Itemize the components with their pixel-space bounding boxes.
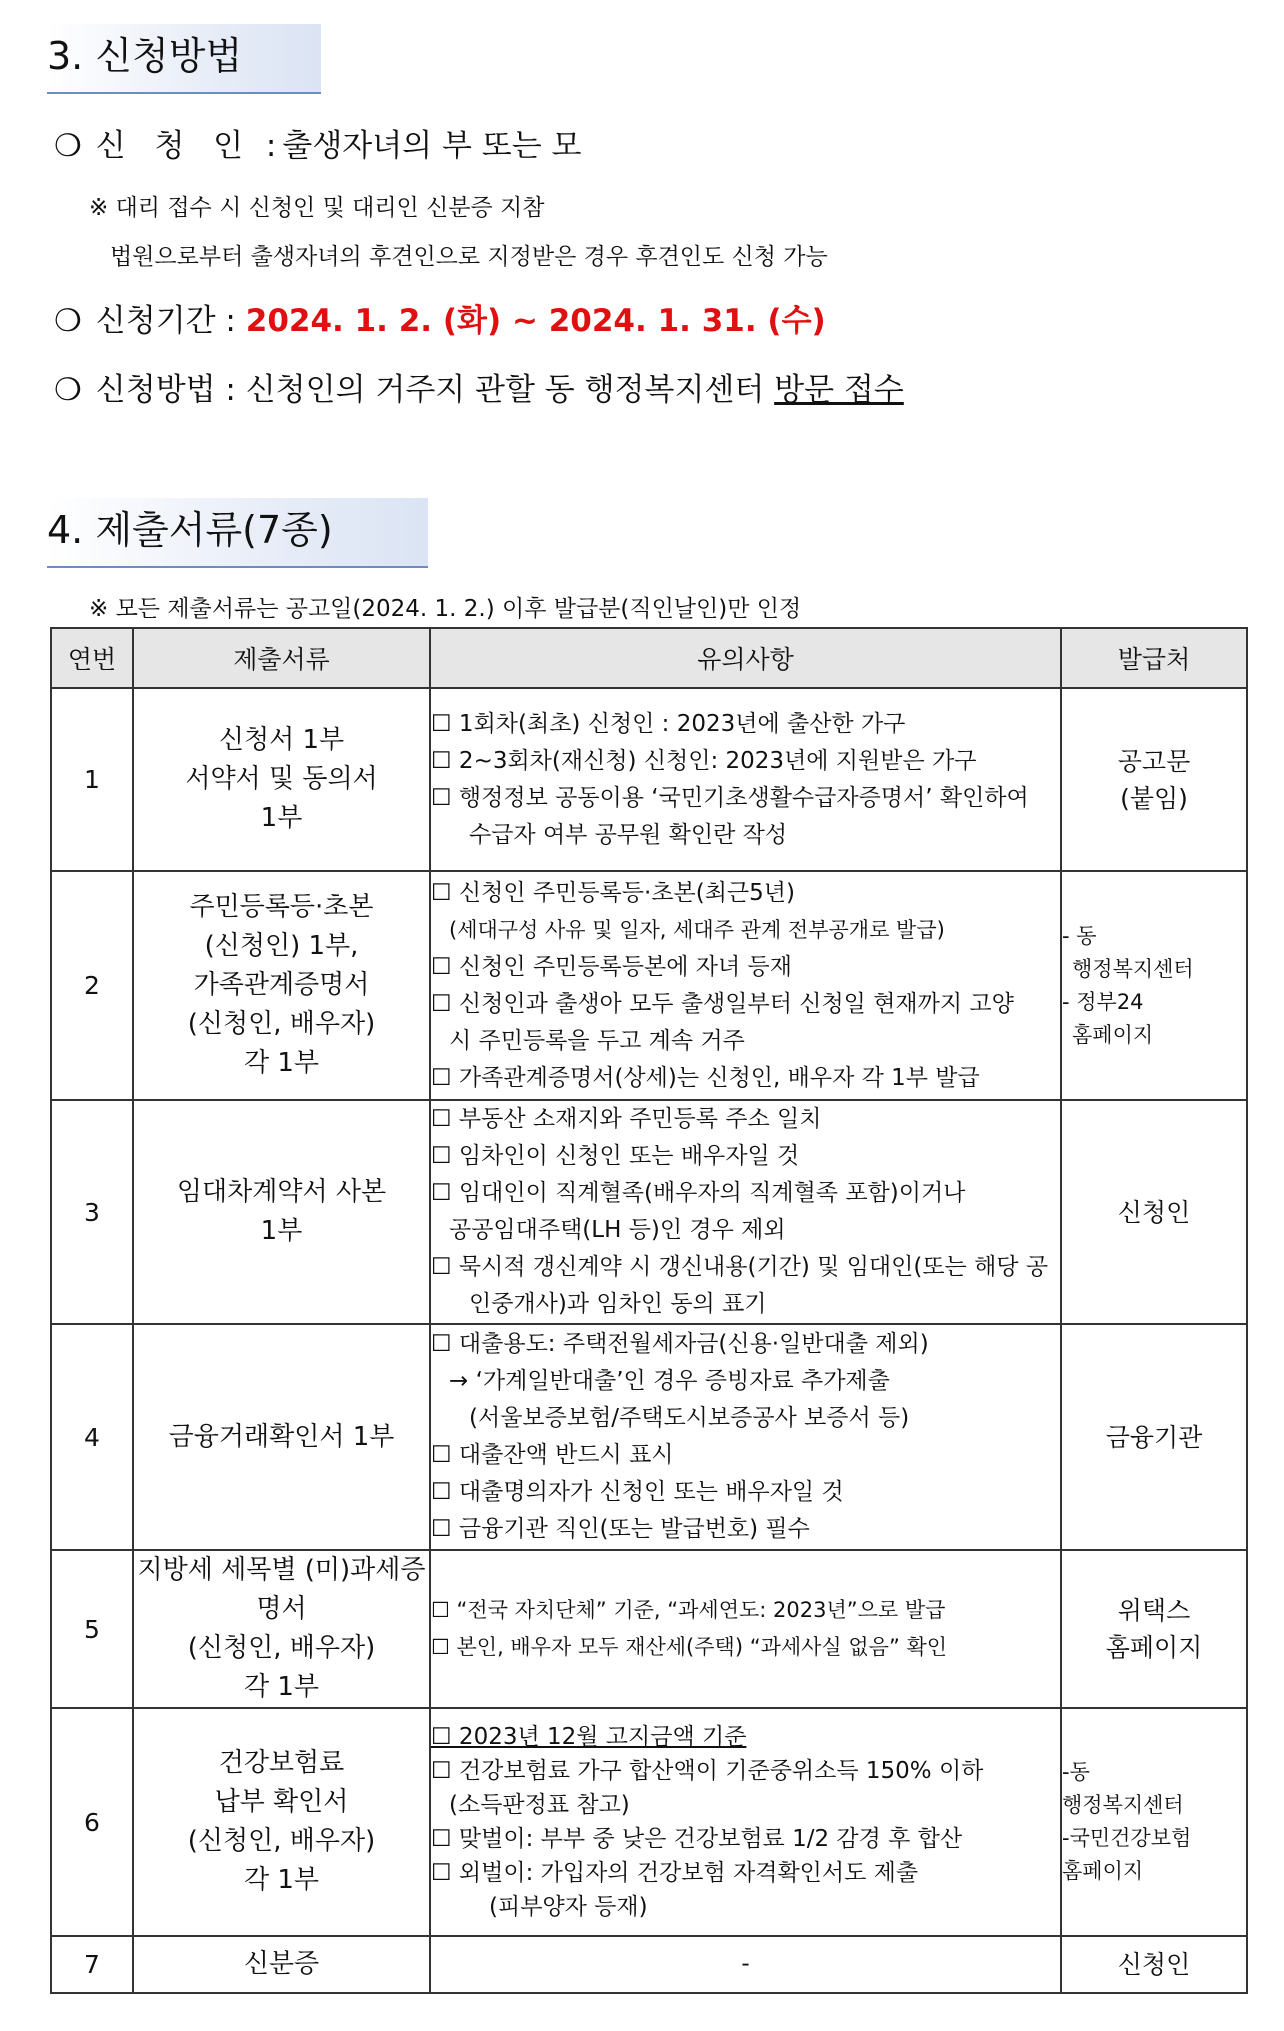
method-label: 신청방법 : 신청인의 거주지 관할 동 행정복지센터 xyxy=(95,372,765,408)
document-line: 각 1부 xyxy=(243,1048,320,1078)
row-number: 1 xyxy=(51,688,133,871)
notes-cell xyxy=(430,1324,1061,1550)
note-line: (피부양자 등재) xyxy=(489,1894,648,1920)
note-line: ☐ 묵시적 갱신계약 시 갱신내용(기간) 및 임대인(또는 해당 공 xyxy=(431,1254,1049,1280)
issuer-line: (붙임) xyxy=(1120,783,1188,813)
issuer-cell xyxy=(1061,1100,1247,1324)
header-no: 연번 xyxy=(51,628,133,688)
row-number: 6 xyxy=(51,1708,133,1936)
document-line: 신분증 xyxy=(243,1949,320,1979)
note-line: → ‘가계일반대출’인 경우 증빙자료 추가제출 xyxy=(449,1368,890,1394)
note-line: ☐ 본인, 배우자 모두 재산세(주택) “과세사실 없음” 확인 xyxy=(431,1635,948,1659)
issuer-cell xyxy=(1061,1550,1247,1708)
note-line: 공공임대주택(LH 등)인 경우 제외 xyxy=(449,1217,786,1243)
section-3-title: 3. 신청방법 xyxy=(47,34,243,78)
table-row xyxy=(51,1936,1247,1993)
row-number: 3 xyxy=(51,1100,133,1324)
documents-table xyxy=(50,627,1248,1994)
note-line: ☐ 2023년 12월 고지금액 기준 xyxy=(431,1724,747,1750)
note-line: 인중개사)과 임차인 동의 표기 xyxy=(469,1291,767,1317)
document-line: (신청인, 배우자) xyxy=(187,1826,376,1856)
note-line: ☐ 외벌이: 가입자의 건강보험 자격확인서도 제출 xyxy=(431,1860,919,1886)
issuer-line: 금융기관 xyxy=(1105,1422,1203,1452)
issuer-line: - 동 xyxy=(1062,923,1097,948)
note-line: ☐ 신청인 주민등록등본에 자녀 등재 xyxy=(431,953,792,980)
document-line: 서약서 및 동의서 xyxy=(185,764,378,794)
document-line: 건강보험료 xyxy=(218,1748,345,1778)
note-line: ☐ 임차인이 신청인 또는 배우자일 것 xyxy=(431,1143,800,1169)
document-line: 가족관계증명서 xyxy=(193,970,370,1000)
proxy-note: ※ 대리 접수 시 신청인 및 대리인 신분증 지참 xyxy=(89,195,545,221)
header-notes: 유의사항 xyxy=(430,628,1061,688)
period-value: 2024. 1. 2. (화) ~ 2024. 1. 31. (수) xyxy=(245,303,826,339)
document-line: 납부 확인서 xyxy=(214,1787,349,1817)
note-line: ☐ 2~3회차(재신청) 신청인: 2023년에 지원받은 가구 xyxy=(431,747,977,774)
note-line: 시 주민등록을 두고 계속 거주 xyxy=(449,1027,745,1054)
issuer-cell xyxy=(1061,1708,1247,1936)
document-line: 각 1부 xyxy=(243,1672,320,1702)
note-line: - xyxy=(741,1951,750,1977)
document-line: 1부 xyxy=(260,803,303,833)
issuer-line: 홈페이지 xyxy=(1062,1859,1144,1883)
notes-cell xyxy=(430,871,1061,1100)
row-number: 4 xyxy=(51,1324,133,1550)
issuer-cell xyxy=(1061,688,1247,871)
note-line: (세대구성 사유 및 일자, 세대주 관계 전부공개로 발급) xyxy=(449,917,945,942)
issuer-cell xyxy=(1061,1936,1247,1993)
document-line: (신청인) 1부, xyxy=(204,931,359,961)
note-line: ☐ 맞벌이: 부부 중 낮은 건강보험료 1/2 감경 후 합산 xyxy=(431,1826,963,1852)
issuer-line: 신청인 xyxy=(1117,1197,1191,1227)
notes-cell xyxy=(430,688,1061,871)
issuer-line: 공고문 xyxy=(1117,746,1191,776)
header-issuer: 발급처 xyxy=(1061,628,1247,688)
document-line: 각 1부 xyxy=(243,1865,320,1895)
note-line: ☐ 신청인과 출생아 모두 출생일부터 신청일 현재까지 고양 xyxy=(431,990,1014,1017)
document-line: 임대차계약서 사본 xyxy=(176,1177,387,1207)
period-label: 신청기간 : xyxy=(95,303,236,339)
note-line: ☐ 부동산 소재지와 주민등록 주소 일치 xyxy=(431,1106,822,1132)
bullet-circle-icon: ❍ xyxy=(54,372,82,408)
document-name xyxy=(133,1324,430,1550)
issuer-line: 홈페이지 xyxy=(1105,1633,1203,1662)
table-row xyxy=(51,871,1247,1100)
note-line: ☐ 대출명의자가 신청인 또는 배우자일 것 xyxy=(431,1479,844,1505)
header-document: 제출서류 xyxy=(133,628,430,688)
issuer-line: 홈페이지 xyxy=(1072,1022,1154,1047)
note-line: ☐ 행정정보 공동이용 ‘국민기초생활수급자증명서’ 확인하여 xyxy=(431,784,1029,811)
note-line: ☐ 가족관계증명서(상세)는 신청인, 배우자 각 1부 발급 xyxy=(431,1064,980,1091)
issuer-cell xyxy=(1061,871,1247,1100)
table-row xyxy=(51,1708,1247,1936)
document-name xyxy=(133,1708,430,1936)
note-line: ☐ 1회차(최초) 신청인 : 2023년에 출산한 가구 xyxy=(431,710,906,737)
issuer-line: 신청인 xyxy=(1117,1950,1191,1979)
document-line: 1부 xyxy=(260,1216,303,1246)
table-row xyxy=(51,1100,1247,1324)
notes-cell xyxy=(430,1100,1061,1324)
row-number: 2 xyxy=(51,871,133,1100)
issuer-line: - 정부24 xyxy=(1062,989,1144,1014)
document-name xyxy=(133,1550,430,1708)
note-line: ☐ 대출용도: 주택전월세자금(신용·일반대출 제외) xyxy=(431,1331,929,1357)
method-line xyxy=(54,364,904,409)
document-line: 지방세 세목별 (미)과세증 xyxy=(137,1555,426,1585)
table-row xyxy=(51,688,1247,871)
document-name xyxy=(133,1100,430,1324)
table-header-row xyxy=(51,628,1247,688)
issuer-line: 위택스 xyxy=(1117,1596,1191,1625)
issuer-line: 행정복지센터 xyxy=(1062,1793,1184,1817)
note-line: ☐ 금융기관 직인(또는 발급번호) 필수 xyxy=(431,1516,810,1542)
issuer-line: 행정복지센터 xyxy=(1072,956,1194,981)
issuer-cell xyxy=(1061,1324,1247,1550)
section-4-title: 4. 제출서류(7종) xyxy=(47,508,333,552)
note-line: 수급자 여부 공무원 확인란 작성 xyxy=(469,821,788,848)
document-line: (신청인, 배우자) xyxy=(187,1009,376,1039)
note-line: ☐ 대출잔액 반드시 표시 xyxy=(431,1442,674,1468)
documents-note: ※ 모든 제출서류는 공고일(2024. 1. 2.) 이후 발급분(직인날인)만 인정 xyxy=(89,596,802,622)
note-line: (서울보증보험/주택도시보증공사 보증서 등) xyxy=(469,1405,910,1431)
document-line: 금융거래확인서 1부 xyxy=(168,1421,395,1452)
note-line: ☐ 임대인이 직계혈족(배우자의 직계혈족 포함)이거나 xyxy=(431,1180,966,1206)
document-line: (신청인, 배우자) xyxy=(187,1633,376,1663)
row-number: 5 xyxy=(51,1550,133,1708)
document-name xyxy=(133,1936,430,1993)
bullet-circle-icon: ❍ xyxy=(54,128,82,164)
applicant-sep: : xyxy=(265,128,277,164)
section-3-heading xyxy=(47,24,321,94)
issuer-line: -동 xyxy=(1062,1760,1090,1784)
document-line: 신청서 1부 xyxy=(218,725,345,755)
guardian-note: 법원으로부터 출생자녀의 후견인으로 지정받은 경우 후견인도 신청 가능 xyxy=(110,244,828,270)
bullet-circle-icon: ❍ xyxy=(54,303,82,339)
document-line: 명서 xyxy=(256,1594,307,1624)
note-line: ☐ “전국 자치단체” 기준, “과세연도: 2023년”으로 발급 xyxy=(431,1598,946,1622)
notes-cell xyxy=(430,1550,1061,1708)
note-line: (소득판정표 참고) xyxy=(449,1792,630,1818)
method-value: 방문 접수 xyxy=(774,372,904,408)
table-row xyxy=(51,1324,1247,1550)
applicant-label: 신 청 인 xyxy=(95,128,247,164)
document-line: 주민등록등·초본 xyxy=(189,892,374,922)
applicant-line xyxy=(54,120,581,165)
notes-cell xyxy=(430,1936,1061,1993)
document-name xyxy=(133,871,430,1100)
note-line: ☐ 신청인 주민등록등·초본(최근5년) xyxy=(431,879,795,906)
document-name xyxy=(133,688,430,871)
row-number: 7 xyxy=(51,1936,133,1993)
table-row xyxy=(51,1550,1247,1708)
issuer-line: -국민건강보험 xyxy=(1062,1826,1192,1850)
notes-cell xyxy=(430,1708,1061,1936)
applicant-value: 출생자녀의 부 또는 모 xyxy=(282,128,582,164)
period-line xyxy=(54,295,826,340)
section-4-heading xyxy=(47,498,428,568)
note-line: ☐ 건강보험료 가구 합산액이 기준중위소득 150% 이하 xyxy=(431,1758,984,1784)
